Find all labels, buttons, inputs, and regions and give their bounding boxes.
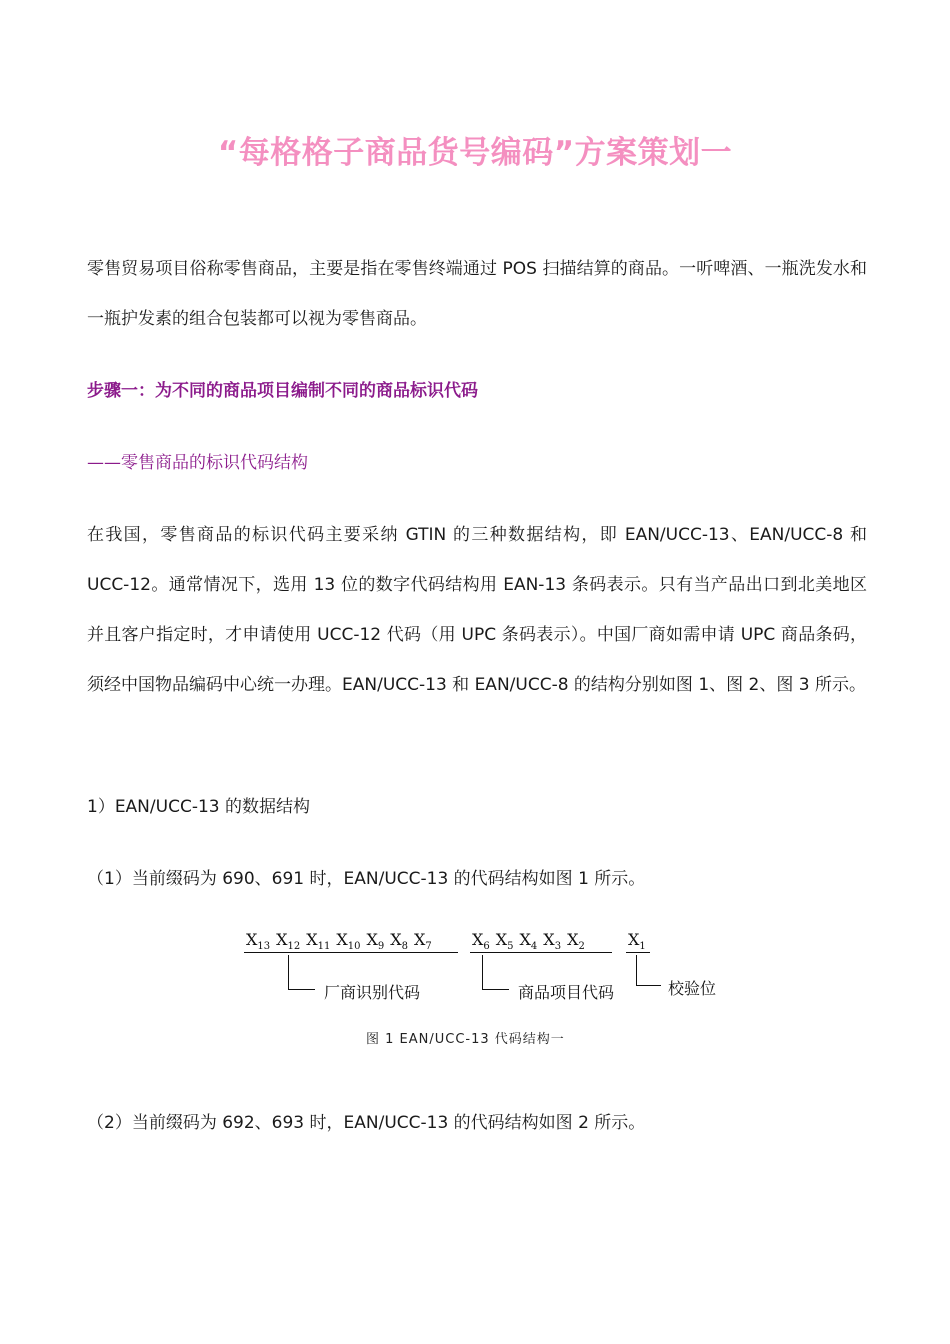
digit-x4: $X_4$ — [519, 930, 538, 953]
check-digit-label: 校验位 — [668, 979, 717, 998]
digit-x11: $X_{11}$ — [306, 930, 331, 953]
case2-text: （2）当前缀码为 692、693 时，EAN/UCC-13 的代码结构如图 2 所示。 — [87, 1113, 646, 1133]
manufacturer-code-label: 厂商识别代码 — [324, 983, 421, 1002]
item-code-label: 商品项目代码 — [518, 983, 615, 1002]
digit-x10: $X_{10}$ — [336, 930, 361, 953]
figure-1-caption: 图 1 EAN/UCC-13 代码结构一 — [366, 1032, 565, 1047]
manufacturer-digits — [246, 930, 438, 952]
digit-x2: $X_2$ — [567, 930, 585, 953]
step1-heading: 步骤一：为不同的商品项目编制不同的商品标识代码 — [87, 381, 478, 401]
step1-subheading: ——零售商品的标识代码结构 — [87, 453, 308, 473]
intro-paragraph: 零售贸易项目俗称零售商品，主要是指在零售终端通过 POS 扫描结算的商品。一听啤酒、一瓶洗发水和一瓶护发素的组合包装都可以视为零售商品。 — [87, 259, 867, 329]
figure-1-code-structure — [244, 926, 734, 1056]
manufacturer-bracket — [288, 955, 315, 990]
digit-x6: $X_6$ — [472, 930, 490, 953]
digit-x5: $X_5$ — [495, 930, 514, 953]
structure-item-heading: 1）EAN/UCC-13 的数据结构 — [87, 797, 310, 817]
case1-text: （1）当前缀码为 690、691 时，EAN/UCC-13 的代码结构如图 1 所示。 — [87, 869, 646, 889]
digit-x1: $X_1$ — [628, 930, 646, 953]
digit-x7: $X_7$ — [414, 930, 432, 953]
digit-x8: $X_8$ — [390, 930, 409, 953]
digit-x12: $X_{12}$ — [276, 930, 301, 953]
digit-x3: $X_3$ — [543, 930, 562, 953]
digit-x9: $X_9$ — [366, 930, 385, 953]
structure-paragraph: 在我国，零售商品的标识代码主要采纳 GTIN 的三种数据结构，即 EAN/UCC-13、EAN/UCC-8 和 UCC-12。通常情况下，选用 13 位的数字代码结构用 EAN-13 条码表示。只有当产品出口到北美地区并且客户指定时，才申请使用 UCC-12 代码（用 UPC 条码表示）。中国厂商如需申请 UPC 商品条码，须经中国物品编码中心统一办理。EAN/UCC-13 和 EAN/UCC-8 的结构分别如图 1、图 2、图 3 所示。 — [87, 525, 867, 695]
document-title: “每格格子商品货号编码”方案策划一 — [217, 135, 733, 171]
check-bracket — [636, 955, 661, 986]
item-bracket — [482, 955, 509, 990]
item-underline — [470, 952, 612, 953]
check-underline — [626, 952, 650, 953]
manufacturer-underline — [244, 952, 458, 953]
item-digits — [472, 930, 591, 952]
digit-x13: $X_{13}$ — [246, 930, 271, 953]
check-digit — [628, 930, 652, 952]
